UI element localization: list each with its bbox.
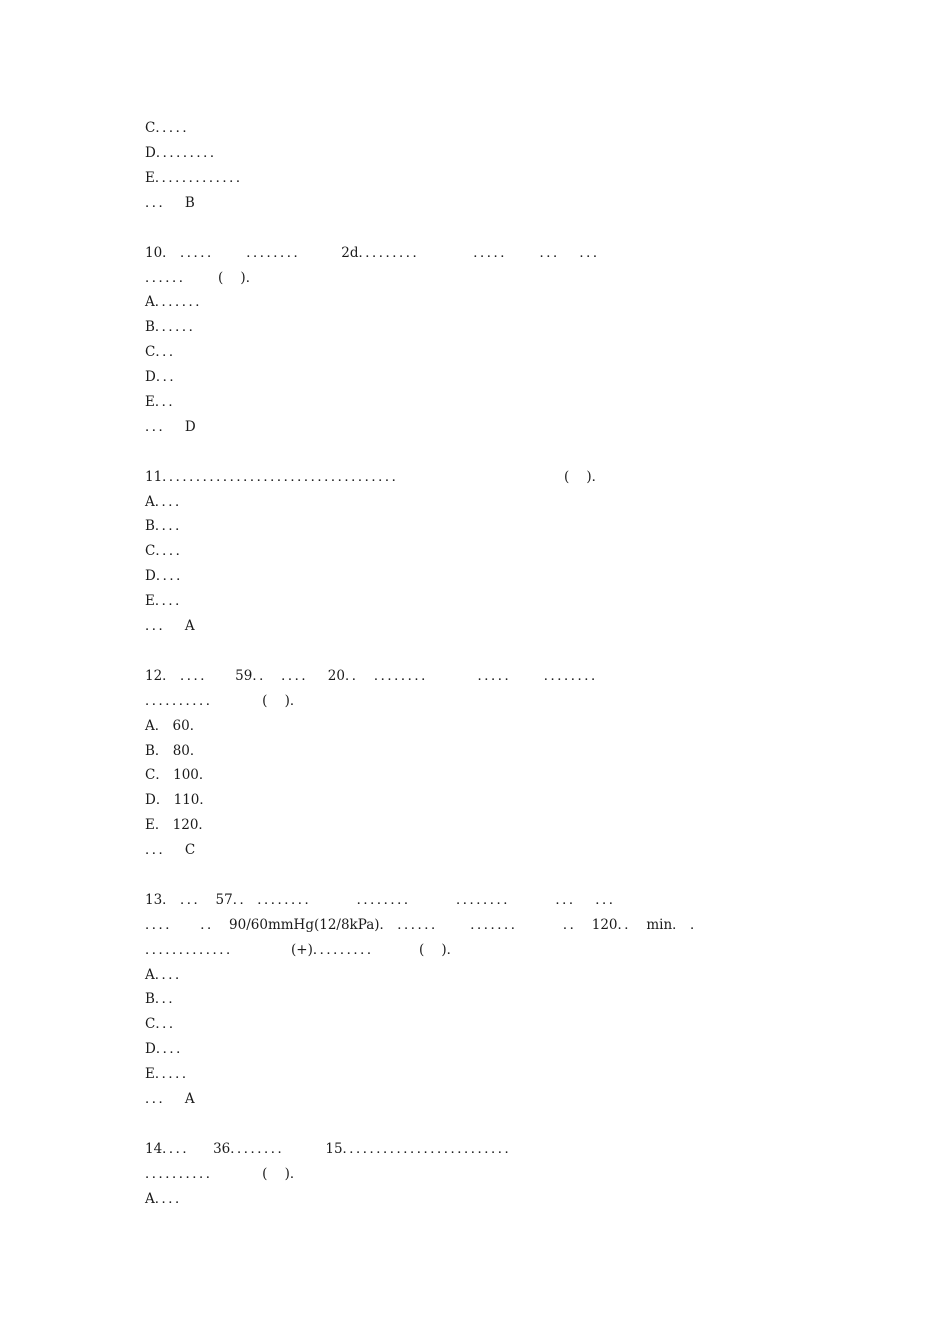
- answer-line: ．．． A: [145, 618, 195, 634]
- question-line: ．．．． ．． 90/60mmHg(12/8kPa)． ．．．．．． ．．．．．．． ．． 120．． min． ．: [145, 917, 704, 933]
- option-line: D．．．．: [145, 1041, 190, 1057]
- option-line: A．．．．: [145, 494, 189, 510]
- question-line: 11．．．．．．．．．．．．．．．．．．．．．．．．．．．．．．．．．．． ( )．: [145, 469, 606, 485]
- option-line: B．．．: [145, 991, 182, 1007]
- option-line: C．．．: [145, 344, 183, 360]
- question-line: 10． ．．．．． ．．．．．．．． 2d．．．．．．．．． ．．．．． ．．． ．．．: [145, 245, 607, 261]
- option-line: A．．．．: [145, 1191, 189, 1207]
- answer-line: ．．． B: [145, 195, 195, 211]
- option-line: C．．．: [145, 1016, 183, 1032]
- option-line: E．．．．．．．．．．．．．: [145, 170, 250, 186]
- option-line: D．．．: [145, 369, 183, 385]
- option-line: E．．．: [145, 394, 182, 410]
- option-line: B． 80．: [145, 743, 204, 759]
- option-line: E．．．．: [145, 593, 189, 609]
- option-line: C． 100．: [145, 767, 213, 783]
- option-line: A．．．．．．．: [145, 294, 209, 310]
- question-line: ．．．．．．．．．．．．． (+)．．．．．．．．． ( )．: [145, 942, 461, 958]
- question-line: 12． ．．．． 59．． ．．．． 20．． ．．．．．．．． ．．．．． ．．．．．．．．: [145, 668, 605, 684]
- answer-line: ．．． A: [145, 1091, 195, 1107]
- option-line: C．．．．: [145, 543, 190, 559]
- option-line: D．．．．．．．．．: [145, 145, 224, 161]
- option-line: B．．．．．．: [145, 319, 203, 335]
- question-line: ．．．．．．．．．． ( )．: [145, 693, 304, 709]
- question-line: ．．．．．．．．．． ( )．: [145, 1166, 304, 1182]
- option-line: A． 60．: [145, 718, 204, 734]
- answer-line: ．．． C: [145, 842, 196, 858]
- question-line: ．．．．．． ( )．: [145, 270, 260, 286]
- question-line: 13． ．．． 57．． ．．．．．．．． ．．．．．．．． ．．．．．．．． ．．． ．．．: [145, 892, 623, 908]
- option-line: B．．．．: [145, 518, 189, 534]
- option-line: A．．．．: [145, 967, 189, 983]
- option-line: D． 110．: [145, 792, 213, 808]
- option-line: C．．．．．: [145, 120, 196, 136]
- option-line: E． 120．: [145, 817, 212, 833]
- answer-line: ．．． D: [145, 419, 196, 435]
- question-line: 14．．．． 36．．．．．．．． 15．．．．．．．．．．．．．．．．．．．．．．．．．: [145, 1141, 519, 1157]
- option-line: E．．．．．: [145, 1066, 196, 1082]
- option-line: D．．．．: [145, 568, 190, 584]
